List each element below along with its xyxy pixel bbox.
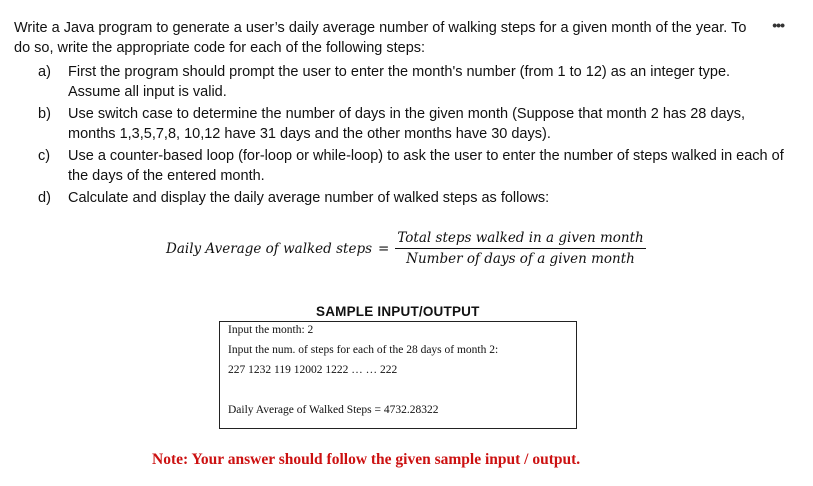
- step-item: [14, 62, 784, 102]
- step-item: [14, 188, 784, 208]
- step-letter: b): [38, 106, 51, 122]
- formula-equals: =: [378, 240, 390, 257]
- step-letter: a): [38, 64, 51, 80]
- step-item: [14, 104, 784, 144]
- step-item: [14, 146, 784, 186]
- sample-line: Input the num. of steps for each of the 28 days of month 2:: [228, 344, 499, 356]
- formula-lhs: Daily Average of walked steps: [166, 240, 373, 257]
- sample-line: 227 1232 119 12002 1222 … … 222: [228, 364, 398, 376]
- step-text: Use a counter-based loop (for-loop or while-loop) to ask the user to enter the number of steps walked in each of the days of the entered month.: [68, 148, 784, 184]
- step-text: First the program should prompt the user to enter the month's number (from 1 to 12) as an integer type. Assume all input is valid.: [68, 64, 731, 100]
- question-intro: [14, 18, 784, 58]
- question-intro-text: Write a Java program to generate a user’s daily average number of walking steps for a given month of the year. To do so, write the appropriate code for each of the following steps:: [14, 20, 747, 56]
- step-text: Use switch case to determine the number of days in the given month (Suppose that month 2 has 28 days, months 1,3,5,7,8, 10,12 have 31 days and the other months have 30 days).: [68, 106, 746, 142]
- formula-denominator: Number of days of a given month: [406, 251, 635, 267]
- step-letter: c): [38, 148, 51, 164]
- question-block: [14, 18, 784, 210]
- note-text: Note: Your answer should follow the given sample input / output.: [152, 451, 581, 468]
- step-text: Calculate and display the daily average number of walked steps as follows:: [68, 190, 550, 206]
- more-options-icon[interactable]: •••: [772, 17, 784, 33]
- formula-numerator: Total steps walked in a given month: [395, 230, 645, 249]
- formula-fraction: [395, 230, 645, 267]
- sample-line: Daily Average of Walked Steps = 4732.28322: [228, 404, 439, 416]
- sample-io-box: [219, 321, 577, 429]
- sample-line: Input the month: 2: [228, 324, 314, 336]
- step-letter: d): [38, 190, 51, 206]
- steps-list: [14, 62, 784, 208]
- average-formula: [166, 230, 646, 267]
- sample-title: SAMPLE INPUT/OUTPUT: [316, 304, 480, 319]
